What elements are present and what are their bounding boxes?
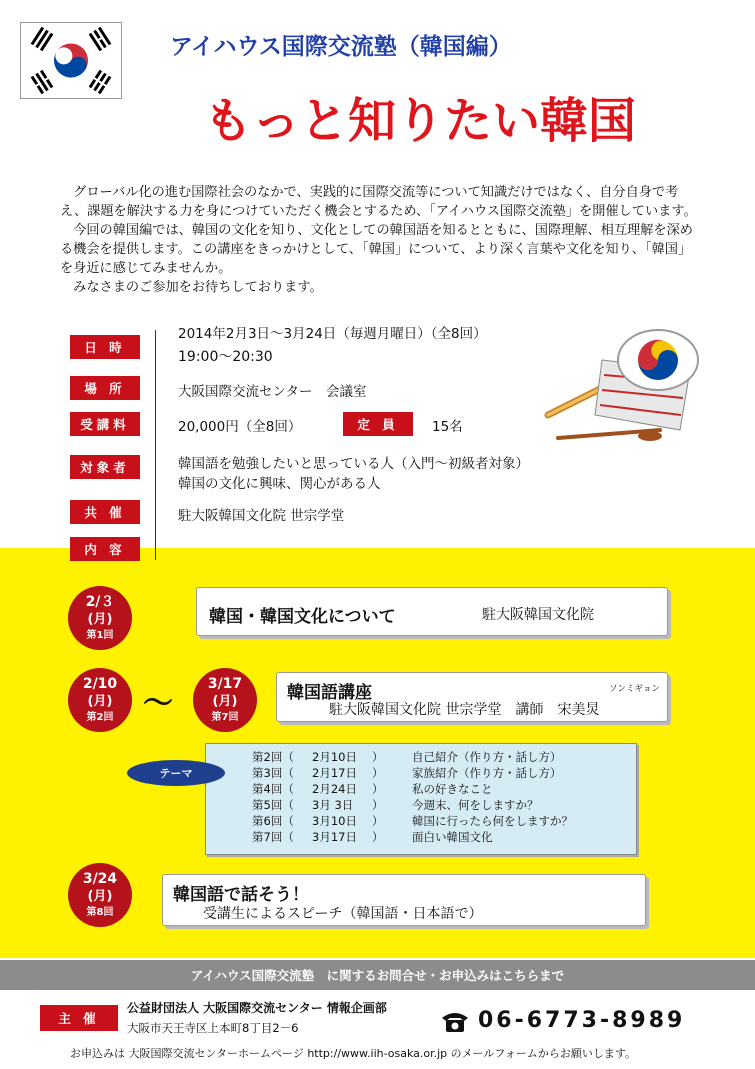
divider <box>155 330 156 560</box>
fee-value: 20,000円（全8回） <box>178 419 302 435</box>
theme-topic: 今週末、何をしますか？ <box>412 798 539 812</box>
session-1-box <box>196 587 668 636</box>
cohost-label: 共 催 <box>70 500 140 524</box>
theme-date: 2月17日 <box>312 766 357 780</box>
course-title: 韓国語講座 <box>287 683 372 703</box>
telephone-icon <box>440 1009 470 1033</box>
theme-close: ） <box>372 798 384 812</box>
course-lecturer: 駐大阪韓国文化院 世宗学堂 講師 宋美炅 <box>329 702 600 718</box>
theme-list <box>205 743 637 855</box>
session-number: 第8回 <box>86 907 114 918</box>
intro-text <box>60 183 700 297</box>
session-subtitle: 受講生によるスピーチ（韓国語・日本語で） <box>203 906 483 922</box>
theme-close: ） <box>372 766 384 780</box>
session-title: 韓国・韓国文化について <box>209 607 396 627</box>
time-value: 19:00～20:30 <box>178 349 273 365</box>
theme-close: ） <box>372 750 384 764</box>
theme-topic: 韓国に行ったら何をしますか？ <box>412 814 573 828</box>
session-weekday: (月) <box>87 612 113 627</box>
intro-paragraph-2: 今回の韓国編では、韓国の文化を知り、文化としての韓国語を知るとともに、国際理解、相互理解を深める機会を提供します。この講座をきっかけとして、「韓国」について、より深く言葉や文化を知り、「韓国」を身近に感じてみませんか。 <box>60 223 693 276</box>
phone-number[interactable]: 06-6773-8989 <box>478 1008 686 1033</box>
theme-session: 第5回（ <box>252 798 294 812</box>
session-lecturer: 駐大阪韓国文化院 <box>482 607 594 623</box>
theme-date: 3月17日 <box>312 830 357 844</box>
theme-topic: 面白い韓国文化 <box>412 830 493 844</box>
theme-session: 第4回（ <box>252 782 294 796</box>
lecturer-ruby: ソンミギョン <box>609 684 661 694</box>
cohost-value: 駐大阪韓国文化院 世宗学堂 <box>178 508 345 524</box>
session-date: 3/24 <box>82 871 118 887</box>
janggu-drum-icon <box>540 320 715 450</box>
intro-paragraph-3: みなさまのご参加をお待ちしております。 <box>60 280 323 295</box>
session-date: 3/17 <box>207 676 243 692</box>
session-number: 第2回 <box>86 712 114 723</box>
fee-label: 受講料 <box>70 412 140 436</box>
theme-session: 第7回（ <box>252 830 294 844</box>
host-label: 主 催 <box>40 1005 118 1031</box>
session-8-badge <box>68 863 132 927</box>
theme-topic: 自己紹介（作り方・話し方） <box>412 750 562 764</box>
theme-session: 第3回（ <box>252 766 294 780</box>
session-7-badge <box>193 668 257 732</box>
theme-date: 2月10日 <box>312 750 357 764</box>
application-note: お申込みは 大阪国際交流センターホームページ http://www.iih-osaka.or.jp のメールフォームからお願いします。 <box>70 1047 637 1060</box>
capacity-label: 定 員 <box>343 412 413 436</box>
content-label: 内 容 <box>70 537 140 561</box>
theme-date: 3月 3日 <box>312 798 354 812</box>
theme-session: 第6回（ <box>252 814 294 828</box>
host-address: 大阪市天王寺区上本町8丁目2－6 <box>127 1021 299 1035</box>
korean-course-box <box>276 672 668 722</box>
target-line-2: 韓国の文化に興味、関心がある人 <box>178 476 381 492</box>
range-tilde: ～ <box>143 686 173 721</box>
target-line-1: 韓国語を勉強したいと思っている人（入門～初級者対象） <box>178 456 529 472</box>
theme-topic: 家族紹介（作り方・話し方） <box>412 766 562 780</box>
session-8-box <box>162 874 646 926</box>
place-value: 大阪国際交流センター 会議室 <box>178 384 367 400</box>
session-number: 第7回 <box>211 712 239 723</box>
korean-flag-icon <box>20 22 122 99</box>
session-date: 2/３ <box>85 594 115 610</box>
series-title: アイハウス国際交流塾（韓国編） <box>170 34 512 60</box>
phone-number-row <box>440 1008 685 1033</box>
theme-date: 2月24日 <box>312 782 357 796</box>
theme-close: ） <box>372 814 384 828</box>
page-title: もっと知りたい韓国 <box>203 93 636 149</box>
theme-date: 3月10日 <box>312 814 357 828</box>
session-weekday: (月) <box>87 889 113 904</box>
capacity-value: 15名 <box>432 419 463 435</box>
date-label: 日 時 <box>70 335 140 359</box>
theme-label: テーマ <box>127 760 225 786</box>
session-2-badge <box>68 668 132 732</box>
intro-paragraph-1: グローバル化の進む国際社会のなかで、実践的に国際交流等について知識だけではなく、自分自身で考え、課題を解決する力を身につけていただく機会とするため、「アイハウス国際交流塾」を開催しています。 <box>60 185 697 219</box>
session-weekday: (月) <box>87 694 113 709</box>
session-date: 2/10 <box>82 676 118 692</box>
session-weekday: (月) <box>212 694 238 709</box>
date-value: 2014年2月3日～3月24日（毎週月曜日）（全8回） <box>178 326 487 342</box>
host-org: 公益財団法人 大阪国際交流センター 情報企画部 <box>127 1001 387 1015</box>
theme-close: ） <box>372 830 384 844</box>
theme-session: 第2回（ <box>252 750 294 764</box>
target-label: 対象者 <box>70 455 140 479</box>
place-label: 場 所 <box>70 376 140 400</box>
session-title: 韓国語で話そう！ <box>173 885 309 905</box>
inquiry-bar: アイハウス国際交流塾 に関するお問合せ・お申込みはこちらまで <box>0 960 755 990</box>
session-number: 第1回 <box>86 630 114 641</box>
theme-close: ） <box>372 782 384 796</box>
theme-topic: 私の好きなこと <box>412 782 493 796</box>
session-1-badge <box>68 586 132 650</box>
